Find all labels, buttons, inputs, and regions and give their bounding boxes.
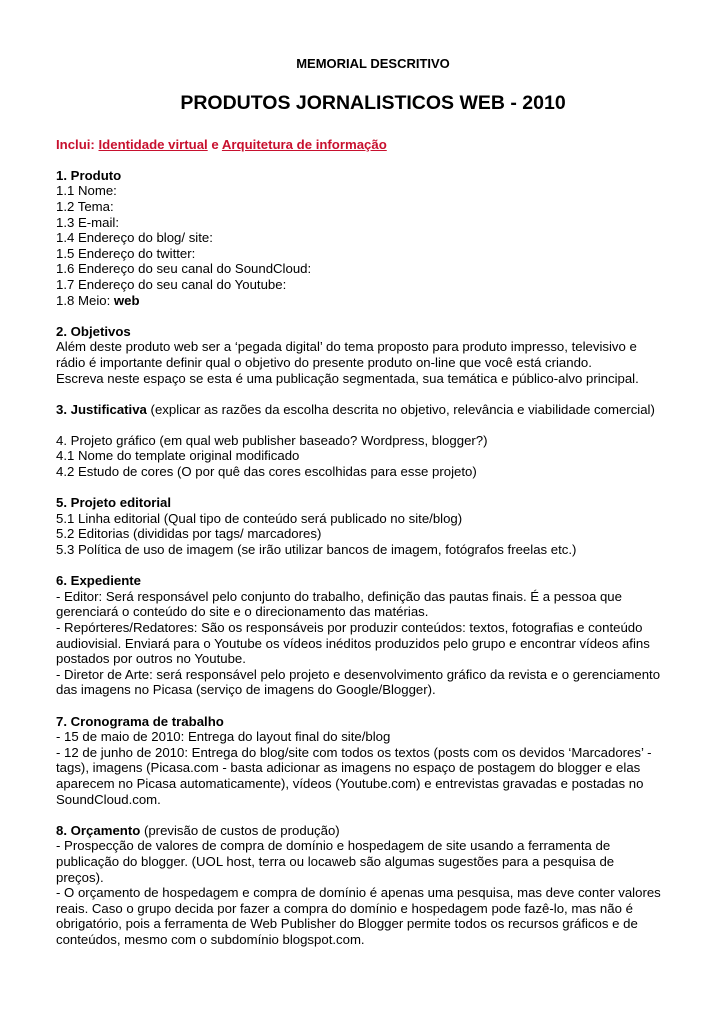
text-line: 4.2 Estudo de cores (O por quê das cores escolhidas para esse projeto): [56, 464, 477, 480]
document-page: [56, 56, 686, 947]
section-heading: 5. Projeto editorial: [56, 495, 172, 511]
text-line: aparecem no Picasa automaticamente), vídeos (Youtube.com) e entrevistas gravadas e postadas no: [56, 775, 644, 791]
section-orcamento: [56, 823, 686, 948]
text-line: [56, 823, 686, 839]
text-line: das imagens no Picasa (serviço de imagens do Google/Blogger).: [56, 682, 436, 698]
list-item: [56, 293, 686, 309]
text-line: Além deste produto web ser a ‘pegada digital’ do tema proposto para produto impresso, televisivo e: [56, 339, 637, 355]
text-line: conteúdos, mesmo com o subdomínio blogspot.com.: [56, 931, 365, 947]
text-line: postados por outros no Youtube.: [56, 651, 246, 667]
text-line: preços).: [56, 869, 104, 885]
arquitetura-informacao-link[interactable]: Arquitetura de informação: [221, 136, 387, 152]
meio-label: 1.8 Meio:: [56, 292, 111, 308]
list-item: 1.5 Endereço do twitter:: [56, 245, 196, 261]
section-heading: 6. Expediente: [56, 573, 142, 589]
text-line: gerenciará o conteúdo do site e o direcionamento das matérias.: [56, 604, 429, 620]
meio-value: web: [113, 292, 140, 308]
section-heading: 2. Objetivos: [56, 323, 131, 339]
text-line: reais. Caso o grupo decida por fazer a compra do domínio e hospedagem pode fazê-lo, mas não é: [56, 900, 633, 916]
section-produto: [56, 168, 686, 308]
document-label: MEMORIAL DESCRITIVO: [296, 56, 450, 71]
list-item: 1.7 Endereço do seu canal do Youtube:: [56, 276, 287, 292]
section-expediente: [56, 573, 686, 698]
section-justificativa: [56, 402, 686, 418]
section-cronograma: [56, 714, 686, 808]
identidade-virtual-link[interactable]: Identidade virtual: [98, 136, 208, 152]
text-line: obrigatório, pois a ferramenta de Web Publisher do Blogger permite todos os recursos gráficos e de: [56, 916, 638, 932]
inclui-conjunction: e: [211, 136, 219, 152]
section-projeto-grafico: [56, 433, 686, 480]
text-line: audiovisial. Enviará para o Youtube os vídeos inéditos produzidos pelo grupo e encontrar vídeos afins: [56, 635, 650, 651]
text-line: - Diretor de Arte: será responsável pelo projeto e desenvolvimento gráfico da revista e o gerenciamento: [56, 666, 661, 682]
list-item: 1.1 Nome:: [56, 183, 117, 199]
text-line: 5.2 Editorias (divididas por tags/ marcadores): [56, 526, 322, 542]
section-heading: 7. Cronograma de trabalho: [56, 713, 224, 729]
text-line: [56, 402, 686, 418]
text-line: - O orçamento de hospedagem e compra de domínio é apenas uma pesquisa, mas deve conter valores: [56, 885, 661, 901]
section-note: (explicar as razões da escolha descrita no objetivo, relevância e viabilidade comercial): [146, 401, 655, 417]
text-line: publicação do blogger. (UOL host, terra ou locaweb são algumas sugestões para a pesquisa de: [56, 853, 615, 869]
section-note: (previsão de custos de produção): [140, 822, 340, 838]
list-item: 1.6 Endereço do seu canal do SoundCloud:: [56, 261, 312, 277]
text-line: 5.3 Política de uso de imagem (se irão utilizar bancos de imagem, fotógrafos freelas etc.): [56, 542, 577, 558]
list-item: 1.4 Endereço do blog/ site:: [56, 230, 213, 246]
inclui-prefix: Inclui:: [56, 136, 95, 152]
text-line: - Repórteres/Redatores: São os responsáveis por produzir conteúdos: textos, fotografias e conteúdo: [56, 620, 643, 635]
text-line: - Editor: Será responsável pelo conjunto do trabalho, definição das pautas finais. É a pessoa que: [56, 588, 622, 604]
section-heading: 1. Produto: [56, 167, 122, 183]
text-line: Escreva neste espaço se esta é uma publicação segmentada, sua temática e público-alvo principal.: [56, 370, 639, 386]
inclui-line: [56, 137, 686, 153]
section-objetivos: [56, 324, 686, 386]
text-line: - 12 de junho de 2010: Entrega do blog/site com todos os textos (posts com os devidos ‘Marcadores’ -: [56, 744, 652, 760]
text-line: - Prospecção de valores de compra de domínio e hospedagem de site usando a ferramenta de: [56, 838, 611, 854]
section-projeto-editorial: [56, 495, 686, 557]
text-line: 5.1 Linha editorial (Qual tipo de conteúdo será publicado no site/blog): [56, 510, 463, 526]
section-heading: 3. Justificativa: [56, 401, 147, 417]
section-heading: 8. Orçamento: [56, 822, 141, 838]
list-item: 1.2 Tema:: [56, 198, 114, 214]
text-line: tags), imagens (Picasa.com - basta adicionar as imagens no espaço de postagem do blogger e elas: [56, 760, 641, 776]
text-line: rádio é importante definir qual o objetivo do presente produto on-line que você está criando.: [56, 354, 592, 370]
text-line: SoundCloud.com.: [56, 791, 161, 807]
list-item: 1.3 E-mail:: [56, 214, 120, 230]
document-title: PRODUTOS JORNALISTICOS WEB - 2010: [180, 91, 566, 114]
text-line: 4. Projeto gráfico (em qual web publisher baseado? Wordpress, blogger?): [56, 432, 488, 448]
text-line: 4.1 Nome do template original modificado: [56, 448, 300, 464]
text-line: - 15 de maio de 2010: Entrega do layout final do site/blog: [56, 729, 391, 745]
